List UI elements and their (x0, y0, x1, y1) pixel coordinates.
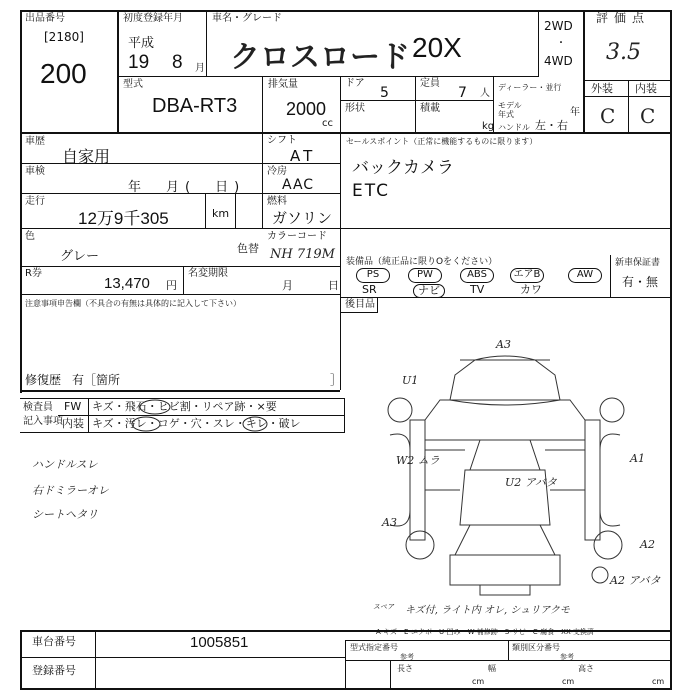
divider (20, 266, 340, 267)
cc-unit: cc (322, 118, 333, 129)
divider (95, 630, 96, 690)
divider (345, 640, 346, 690)
divider (628, 80, 629, 132)
mileage: 12万9千305 (78, 209, 169, 228)
lot-label: 出品番号 (25, 13, 65, 24)
divider (205, 193, 206, 228)
cm-3: cm (652, 677, 665, 686)
equipment-item: エアB (510, 268, 544, 283)
doors: 5 (380, 85, 389, 101)
equipment-label: 装備品（純正品に限りOをください） (346, 257, 498, 267)
equipment-item: ABS (460, 268, 494, 283)
divider (340, 100, 493, 101)
divider (206, 10, 207, 76)
repair-close: ］ (330, 373, 343, 387)
divider (340, 228, 672, 229)
handle-value: 左・右 (535, 119, 568, 132)
warranty-value: 有・無 (622, 275, 659, 289)
handwritten-note-2: 右ドミラーオレ (32, 484, 109, 497)
name-label: 車名・グレード (212, 13, 282, 24)
fw-label: FW (64, 400, 82, 413)
color: グレー (60, 249, 100, 264)
divider (340, 312, 378, 313)
equipment-item: TV (470, 283, 485, 296)
repair-label: 修復歴 (25, 373, 62, 387)
frame-left (20, 10, 22, 393)
name-change-value: 月 日 (282, 279, 351, 292)
divider (20, 132, 672, 134)
category-ref: 参考 (560, 653, 574, 661)
notes-label: 注意事項申告欄（不具合の有無は具体的に記入して下さい） (25, 299, 241, 308)
drive-dot: ・ (556, 38, 566, 49)
damage-mark: スペア (373, 603, 394, 611)
shift: AT (290, 147, 317, 165)
int-label: 内装 (62, 417, 84, 430)
chassis-number: 1005851 (190, 634, 249, 651)
damage-mark: A2 アバタ (610, 574, 661, 587)
lot-code: [2180] (44, 30, 84, 44)
chassis-label: 車台番号 (32, 635, 76, 648)
divider (415, 76, 416, 132)
selling-point-1: バックカメラ (352, 158, 454, 178)
divider (117, 10, 119, 132)
drive-4wd: 4WD (544, 54, 573, 68)
type-label: 車歴 (25, 136, 45, 147)
color-code: NH 719M (270, 247, 335, 262)
score-label: 評価点 (596, 11, 651, 25)
damage-mark: A1 (630, 452, 645, 465)
ac: AAC (282, 177, 315, 193)
handwritten-note-3: シートヘタリ (32, 508, 98, 521)
lot-number: 200 (40, 58, 87, 89)
fuel: ガソリン (272, 209, 333, 227)
vehicle-type: 自家用 (62, 147, 111, 166)
car-damage-diagram (380, 340, 640, 600)
legend: A-キズ E-エクボ U-凹み W-補修跡 S-サビ C-腐食 XX-交換済 (376, 628, 594, 636)
capacity: 7 (458, 85, 467, 101)
length-label: 長さ (397, 664, 413, 673)
capacity-label: 定員 (420, 78, 440, 89)
int-items: キズ・汚レ・コゲ・穴・スレ・キレ・破レ (92, 417, 301, 430)
rear-label: 後目品 (345, 299, 375, 310)
selling-points-label: セールスポイント（正常に機能するものに限ります） (346, 137, 538, 146)
recycle: 13,470 (104, 275, 150, 292)
equipment-item: PS (356, 268, 390, 283)
model-label: 型式 (123, 79, 143, 90)
ac-label: 冷房 (267, 166, 287, 177)
doors-label: ドア (345, 78, 365, 89)
mileage-label: 走行 (25, 196, 45, 207)
inspector-fill-label: 記入事項 (23, 416, 63, 427)
divider (390, 660, 391, 690)
damage-mark: U2 アバタ (505, 476, 557, 489)
inspection-value: 年 月( 日) (128, 180, 246, 195)
model: DBA-RT3 (152, 95, 238, 117)
frame-right (670, 10, 672, 690)
divider (117, 76, 539, 77)
damage-mark: A3 (382, 516, 397, 529)
frame-footer-left (20, 630, 22, 690)
dealer-label: ディーラー・並行 (498, 83, 562, 92)
divider (20, 390, 340, 392)
divider (262, 132, 263, 228)
damage-mark: A2 (640, 538, 655, 551)
designation-label: 型式指定番号 (350, 643, 398, 652)
grade: 20X (412, 32, 462, 63)
equipment-item: AW (568, 268, 602, 283)
car-name: クロスロード (230, 40, 410, 75)
cm-1: cm (472, 677, 485, 686)
width-label: 幅 (488, 664, 496, 673)
category-label: 類別区分番号 (512, 643, 560, 652)
interior-label: 内装 (635, 82, 657, 95)
fw-items: キズ・飛石・ヒビ割・リペア跡・×要 (92, 400, 277, 413)
diagram-note: キズ付, ライト内 オレ, シュリアクモ (405, 605, 570, 616)
divider (538, 10, 539, 76)
equipment-item: カワ (520, 283, 542, 296)
divider (340, 132, 341, 390)
kg-unit: kg (482, 121, 495, 132)
frame-bottom (20, 688, 672, 690)
displacement-label: 排気量 (268, 79, 298, 90)
selling-point-2: ETC (352, 181, 390, 201)
divider (583, 80, 672, 81)
shift-label: シフト (267, 135, 297, 146)
interior-grade: C (640, 104, 656, 128)
height-label: 高さ (578, 664, 594, 673)
divider (235, 193, 236, 228)
exterior-label: 外装 (591, 82, 613, 95)
color-code-label: カラーコード (267, 231, 327, 242)
year-unit: 年 (570, 107, 580, 118)
color-change-label: 色替 (237, 242, 259, 255)
equipment-item: SR (362, 283, 377, 296)
divider (20, 228, 340, 229)
inspection-label: 車検 (25, 166, 45, 177)
reg-year: 19 (128, 52, 150, 73)
era: 平成 (128, 36, 155, 51)
recycle-label: R券 (25, 268, 42, 279)
divider (610, 255, 611, 297)
displacement: 2000 (286, 99, 327, 119)
name-change-label: 名変期限 (188, 268, 228, 279)
divider (183, 266, 184, 294)
fuel-label: 燃料 (267, 196, 287, 207)
inspector-check-label: 検査員 (23, 402, 53, 413)
drive-2wd: 2WD (544, 19, 573, 33)
divider (508, 640, 509, 660)
designation-ref: 参考 (400, 653, 414, 661)
repair-value: 有［箇所 (72, 373, 121, 387)
divider (583, 10, 585, 132)
divider (340, 297, 672, 298)
damage-mark: A3 (496, 338, 511, 351)
exterior-grade: C (600, 104, 616, 128)
reg-label: 初度登録年月 (123, 13, 183, 24)
model-year-label: モデル年式 (498, 101, 522, 119)
km-unit: km (212, 207, 230, 220)
divider (262, 76, 263, 132)
cm-2: cm (562, 677, 575, 686)
divider (20, 294, 340, 295)
equipment-item: ナビ (413, 284, 445, 298)
damage-mark: W2 ムラ (396, 454, 440, 467)
score-value: 3.5 (606, 40, 641, 65)
capacity-unit: 人 (480, 88, 490, 99)
load-label: 積載 (420, 103, 440, 114)
divider (345, 660, 672, 661)
reg-month: 8 (172, 52, 183, 73)
divider (583, 96, 672, 97)
yen-unit: 円 (166, 279, 177, 292)
warranty-label: 新車保証書 (615, 258, 661, 268)
month-unit: 月 (195, 63, 205, 74)
damage-mark: U1 (402, 374, 419, 387)
color-label: 色 (25, 231, 35, 242)
handwritten-note-1: ハンドルスレ (32, 458, 98, 471)
inspector-circles (88, 396, 348, 436)
shape-label: 形状 (345, 103, 365, 114)
registration-label: 登録番号 (32, 664, 76, 677)
handle-label: ハンドル (498, 123, 530, 132)
equipment-item: PW (408, 268, 442, 283)
divider (20, 657, 345, 658)
divider (340, 76, 341, 132)
divider (377, 297, 378, 312)
